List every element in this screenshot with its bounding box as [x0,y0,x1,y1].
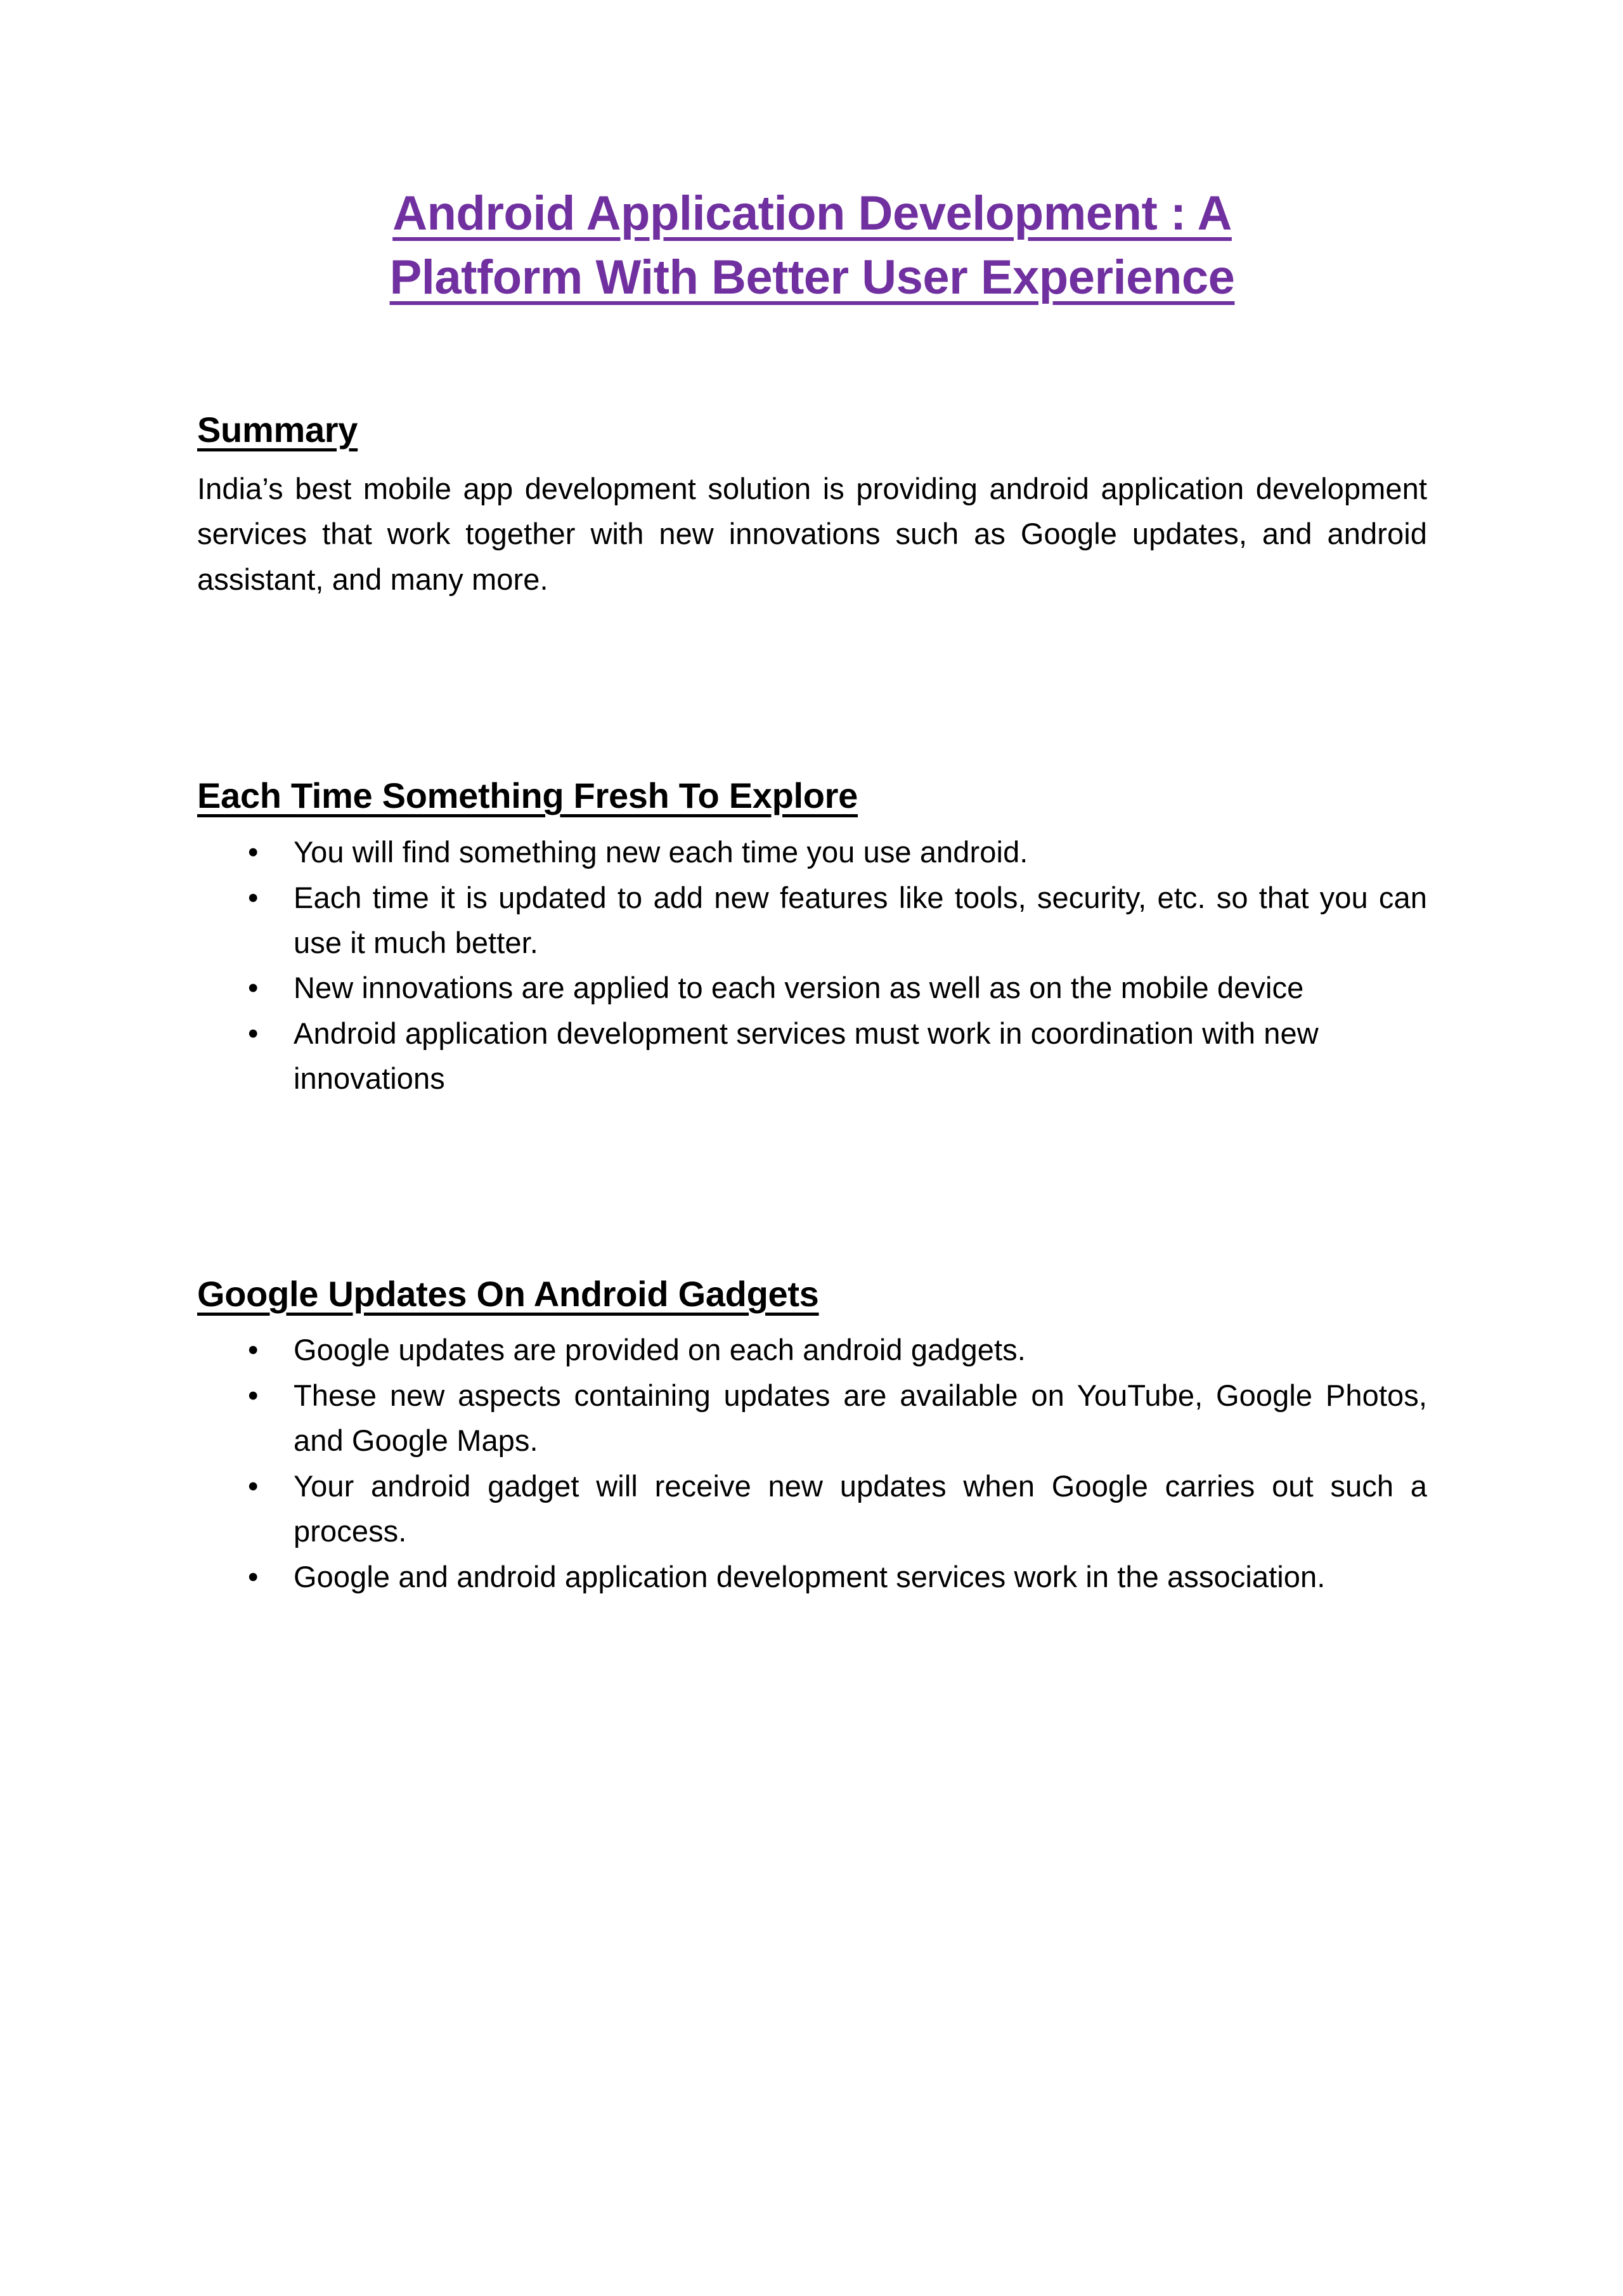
list-item-text: Each time it is updated to add new features like tools, security, etc. so that you can use it much better. [294,880,1427,959]
list-item-text: New innovations are applied to each version as well as on the mobile device [294,971,1304,1005]
list-item-text: Android application development services must work in coordination with new innovations [294,1016,1319,1096]
spacer-summary-body [197,602,1427,773]
spacer-title [197,309,1427,407]
section-heading-google-updates-on-android-gadgets [197,1271,1427,1318]
list-item [197,875,1427,966]
list-item-text: Google updates are provided on each android gadgets. [294,1333,1026,1367]
list-item [197,965,1427,1010]
section-heading-explore-label: Each Time Something Fresh To Explore [197,775,858,816]
list-item [197,1327,1427,1372]
list-item-text: You will find something new each time you use android. [294,835,1028,869]
bullet-list-explore [197,829,1427,1101]
list-item [197,1011,1427,1101]
summary-paragraph: India’s best mobile app development solution is providing android application development services that work together with new innovations such as Google updates, and android assistant, and many more. [197,471,1427,596]
page-title [197,0,1427,309]
spacer-google-heading [197,1317,1427,1327]
list-item-text: Google and android application development services work in the association. [294,1559,1326,1593]
page-title-line-2: Platform With Better User Experience [389,250,1235,305]
list-item [197,829,1427,874]
section-heading-each-time-something-fresh-to-explore [197,773,1427,819]
section-heading-summary-label: Summary [197,410,358,450]
bullet-list-google-updates [197,1327,1427,1599]
list-item [197,1463,1427,1554]
bullet-icon: • [248,971,259,1005]
document-content-column [197,0,1427,1599]
bullet-icon: • [248,1016,259,1050]
spacer-summary-heading [197,453,1427,466]
bullet-icon: • [248,1333,259,1367]
bullet-icon: • [248,1378,259,1412]
bullet-icon: • [248,1559,259,1593]
spacer-explore-heading [197,819,1427,829]
bullet-icon: • [248,1469,259,1503]
list-item [197,1554,1427,1599]
bullet-icon: • [248,835,259,869]
list-item-text: These new aspects containing updates are available on YouTube, Google Photos, and Google Maps. [294,1378,1427,1458]
bullet-icon: • [248,880,259,914]
section-heading-google-updates-label: Google Updates On Android Gadgets [197,1273,819,1314]
list-item [197,1373,1427,1463]
spacer-explore-list [197,1101,1427,1271]
page-title-line-1: Android Application Development : A [392,186,1232,240]
list-item-text: Your android gadget will receive new updates when Google carries out such a process. [294,1469,1427,1548]
section-heading-summary [197,407,1427,453]
